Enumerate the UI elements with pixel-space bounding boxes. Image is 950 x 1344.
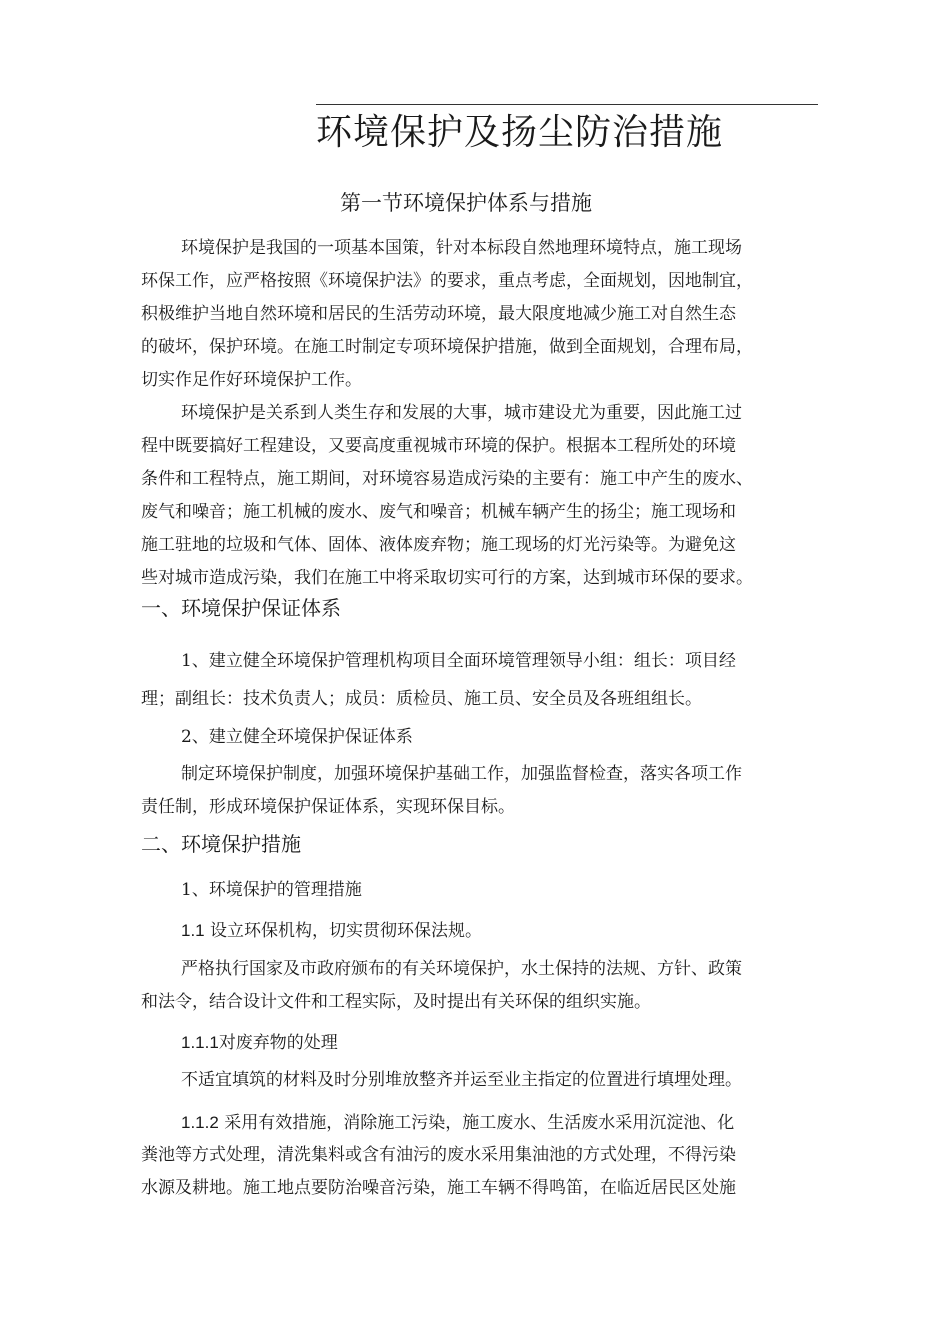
text-line: 环境保护是关系到人类生存和发展的大事，城市建设尤为重要，因此施工过 (181, 403, 742, 423)
text-line: 1、环境保护的管理措施 (181, 880, 362, 900)
text-line: 施工驻地的垃圾和气体、固体、液体废弃物；施工现场的灯光污染等。为避免这 (141, 535, 736, 555)
text-line: 1、建立健全环境保护管理机构项目全面环境管理领导小组：组长：项目经 (181, 651, 736, 671)
text-line: 和法令，结合设计文件和工程实际，及时提出有关环保的组织实施。 (141, 992, 651, 1012)
text-line: 的破坏，保护环境。在施工时制定专项环境保护措施，做到全面规划，合理布局， (141, 337, 753, 357)
text-line: 切实作足作好环境保护工作。 (141, 370, 362, 390)
text-line: 理；副组长：技术负责人；成员：质检员、施工员、安全员及各班组组长。 (141, 689, 702, 709)
item-number: 1.1 (181, 921, 205, 940)
item-number: 1.1.1 (181, 1033, 219, 1052)
document-title: 环境保护及扬尘防治措施 (316, 112, 724, 153)
text-line: 制定环境保护制度，加强环境保护基础工作，加强监督检查，落实各项工作 (181, 764, 742, 784)
item-text: 采用有效措施，消除施工污染，施工废水、生活废水采用沉淀池、化 (218, 1113, 735, 1133)
text-line: 环境保护是我国的一项基本国策，针对本标段自然地理环境特点，施工现场 (181, 238, 742, 258)
paragraph-regulations (141, 953, 821, 1019)
heading-measures: 二、环境保护措施 (141, 832, 301, 856)
text-line: 条件和工程特点，施工期间，对环境容易造成污染的主要有：施工中产生的废水、 (141, 469, 753, 489)
paragraph-system (141, 758, 821, 824)
text-line: 积极维护当地自然环境和居民的生活劳动环境，最大限度地减少施工对自然生态 (141, 304, 736, 324)
text-line: 2、建立健全环境保护保证体系 (181, 727, 413, 747)
item-text: 对废弃物的处理 (218, 1033, 338, 1053)
list-item-1-1-1 (141, 1026, 821, 1059)
text-line: 程中既要搞好工程建设，又要高度重视城市环境的保护。根据本工程所处的环境 (141, 436, 736, 456)
list-item-1-1 (141, 914, 821, 947)
paragraph-intro (141, 232, 821, 397)
item-number: 1.1.2 (181, 1113, 219, 1132)
text-line: 环保工作，应严格按照《环境保护法》的要求，重点考虑，全面规划，因地制宜， (141, 271, 753, 291)
paragraph-pollution (141, 397, 821, 595)
list-item-2 (141, 721, 821, 754)
item-text: 设立环保机构，切实贯彻环保法规。 (204, 921, 483, 941)
text-line: 些对城市造成污染，我们在施工中将采取切实可行的方案，达到城市环保的要求。 (141, 568, 753, 588)
list-item-1 (141, 642, 821, 718)
text-line: 粪池等方式处理，清洗集料或含有油污的废水采用集油池的方式处理，不得污染 (141, 1145, 736, 1165)
text-line: 责任制，形成环境保护保证体系，实现环保目标。 (141, 797, 515, 817)
text-line: 严格执行国家及市政府颁布的有关环境保护，水土保持的法规、方针、政策 (181, 959, 742, 979)
text-line: 水源及耕地。施工地点要防治噪音污染，施工车辆不得鸣笛，在临近居民区处施 (141, 1178, 736, 1198)
heading-guarantee-system: 一、环境保护保证体系 (141, 596, 341, 620)
header-rule (316, 104, 818, 105)
text-line: 不适宜填筑的材料及时分别堆放整齐并运至业主指定的位置进行填埋处理。 (181, 1070, 742, 1090)
paragraph-waste (141, 1064, 821, 1097)
text-line: 废气和噪音；施工机械的废水、废气和噪音；机械车辆产生的扬尘；施工现场和 (141, 502, 736, 522)
list-item-1-1-2 (141, 1106, 821, 1205)
list-item-management (141, 874, 821, 907)
section-title: 第一节环境保护体系与措施 (340, 191, 592, 215)
